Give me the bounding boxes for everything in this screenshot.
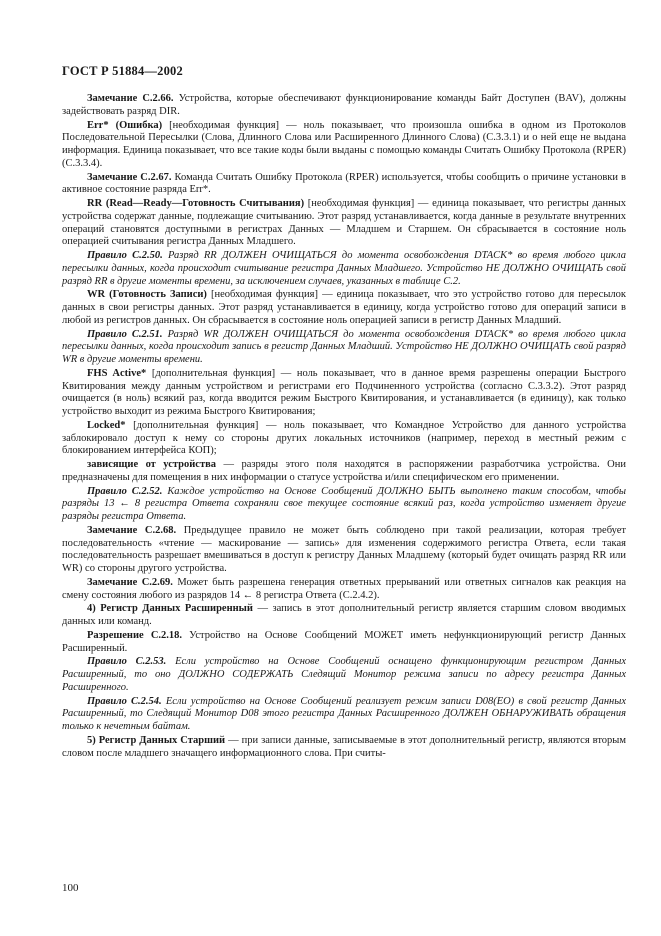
paragraph: Замечание С.2.66. Устройства, которые обеспечивают функционирование команды Байт Доступен (BAV), должны задействовать разряд DIR. (62, 93, 627, 117)
paragraph: FHS Active* [дополнительная функция] — ноль показывает, что в данное время разрешены операции Быстрого Квитирования между данным устройством и регистрами его Подчиненного устройства (согласно С.3.3.2). Этот разряд очищается (в ноль) всякий раз, когда вводится режим Быстрого Квитирования, и устанавливается (в единицу), как только устройство выходит из режима Быстрого Квитирования; (62, 367, 626, 417)
paragraph: Замечание С.2.68. Предыдущее правило не может быть соблюдено при такой реализации, которая требует последовательность «чтение — маскирование — запись» для изменения содержимого регистра Ответа, если такая последовательность разрешает вмешиваться в доступ к регистру Данных Младшему (который будет очищать разряд RR или WR) со стороны другого устройства. (62, 524, 627, 574)
paragraph: Locked* [дополнительная функция] — ноль показывает, что Командное Устройство для данного устройства заблокировало доступ к нему со стороны других локальных источников (например, переход в местный режим с блокированием интерфейса КОП); (62, 419, 626, 457)
standard-header: ГОСТ Р 51884—2002 (62, 64, 183, 78)
paragraph: Замечание С.2.67. Команда Считать Ошибку Протокола (RPER) используется, чтобы сообщить о причине установки в активное состояние разряда Err*. (62, 171, 627, 196)
paragraph: 4) Регистр Данных Расширенный — запись в этот дополнительный регистр является старшим словом вводимых данных или команд. (62, 603, 626, 627)
paragraph: зависящие от устройства — разряды этого поля находятся в распоряжении разработчика устройства. Они предназначены для помещения в них информации о статусе устройства и/или специфическом его применении. (62, 459, 626, 483)
paragraph: RR (Read—Ready—Готовность Считывания) [необходимая функция] — единица показывает, что регистры данных устройства содержат данные, подлежащие считыванию. Этот разряд устанавливается, когда данные в результате внутренних операций становятся доступными в регистрах Данных — Младшем и Старшем. Он сбрасывается в состояние ноль операцией считывания регистра Данных Младшего. (62, 198, 627, 248)
rule-paragraph: Правило С.2.51. Разряд WR ДОЛЖЕН ОЧИЩАТЬСЯ до момента освобождения DTACK* во время любого цикла пересылки данных, когда происходит запись в регистр Данных Младший. Устройство НЕ ДОЛЖНО ОЧИЩАТЬ свой разряд WR в другие моменты времени. (62, 328, 626, 365)
rule-paragraph: Правило С.2.54. Если устройство на Основе Сообщений реализует режим записи D08(EO) в свой регистр Данных Расширенный, то Следящий Монитор D08 этого регистра Данных Расширенного ДОЛЖЕН ОБНАРУЖИВАТЬ обращения только к нечетным байтам. (62, 695, 627, 732)
paragraph: Err* (Ошибка) [необходимая функция] — ноль показывает, что произошла ошибка в одном из Протоколов Последовательной Пересылки (Слова, Длинного Слова или Расширенного Длинного Слова) (С.3.3.1) и о ней еще не выдана информация. Единица показывает, что все такие коды были выданы с помощью команды Считать Ошибку Протокола (RPER) (С.3.3.4). (62, 119, 627, 169)
paragraph: WR (Готовность Записи) [необходимая функция] — единица показывает, что это устройство готово для пересылок данных в свои регистры данных. Этот разряд устанавливается в единицу, когда устройство готово для операций записи в любой из регистров данных. Он сбрасывается в состояние ноль операцией записи в регистр Данных Младший. (62, 289, 626, 326)
document-body (62, 93, 626, 761)
page-number: 100 (62, 882, 79, 894)
rule-paragraph: Правило С.2.53. Если устройство на Основе Сообщений оснащено функционирующим регистром Данных Расширенный, то оно ДОЛЖНО СОДЕРЖАТЬ Следящий Монитор режима записи по адресу регистра Данных Расширенного. (62, 656, 626, 693)
paragraph: Разрешение С.2.18. Устройство на Основе Сообщений МОЖЕТ иметь нефункционирующий регистр Данных Расширенный. (62, 629, 626, 654)
rule-paragraph: Правило С.2.50. Разряд RR ДОЛЖЕН ОЧИЩАТЬСЯ до момента освобождения DTACK* во время любого цикла пересылки данных, когда происходит считывание регистра Данных Младшего. Устройство НЕ ДОЛЖНО ОЧИЩАТЬ свой разряд RR в другие моменты времени, за исключением случаев, указанных в таблице С.2. (62, 250, 626, 287)
rule-paragraph: Правило С.2.52. Каждое устройство на Основе Сообщений ДОЛЖНО БЫТЬ выполнено таким способом, чтобы разряды 13 ← 8 регистра Ответа сохраняли свое текущее состояние всякий раз, когда устройство изменяет другие разряды регистра Ответа. (62, 485, 626, 522)
paragraph: Замечание С.2.69. Может быть разрешена генерация ответных прерываний или ответных сигналов как реакция на смену состояния любого из разрядов 14 ← 8 регистра Ответа (С.2.4.2). (62, 576, 627, 601)
paragraph: 5) Регистр Данных Старший — при записи данные, записываемые в этот дополнительный регистр, являются вторым словом после младшего значащего информационного слова. При считы- (62, 734, 626, 759)
